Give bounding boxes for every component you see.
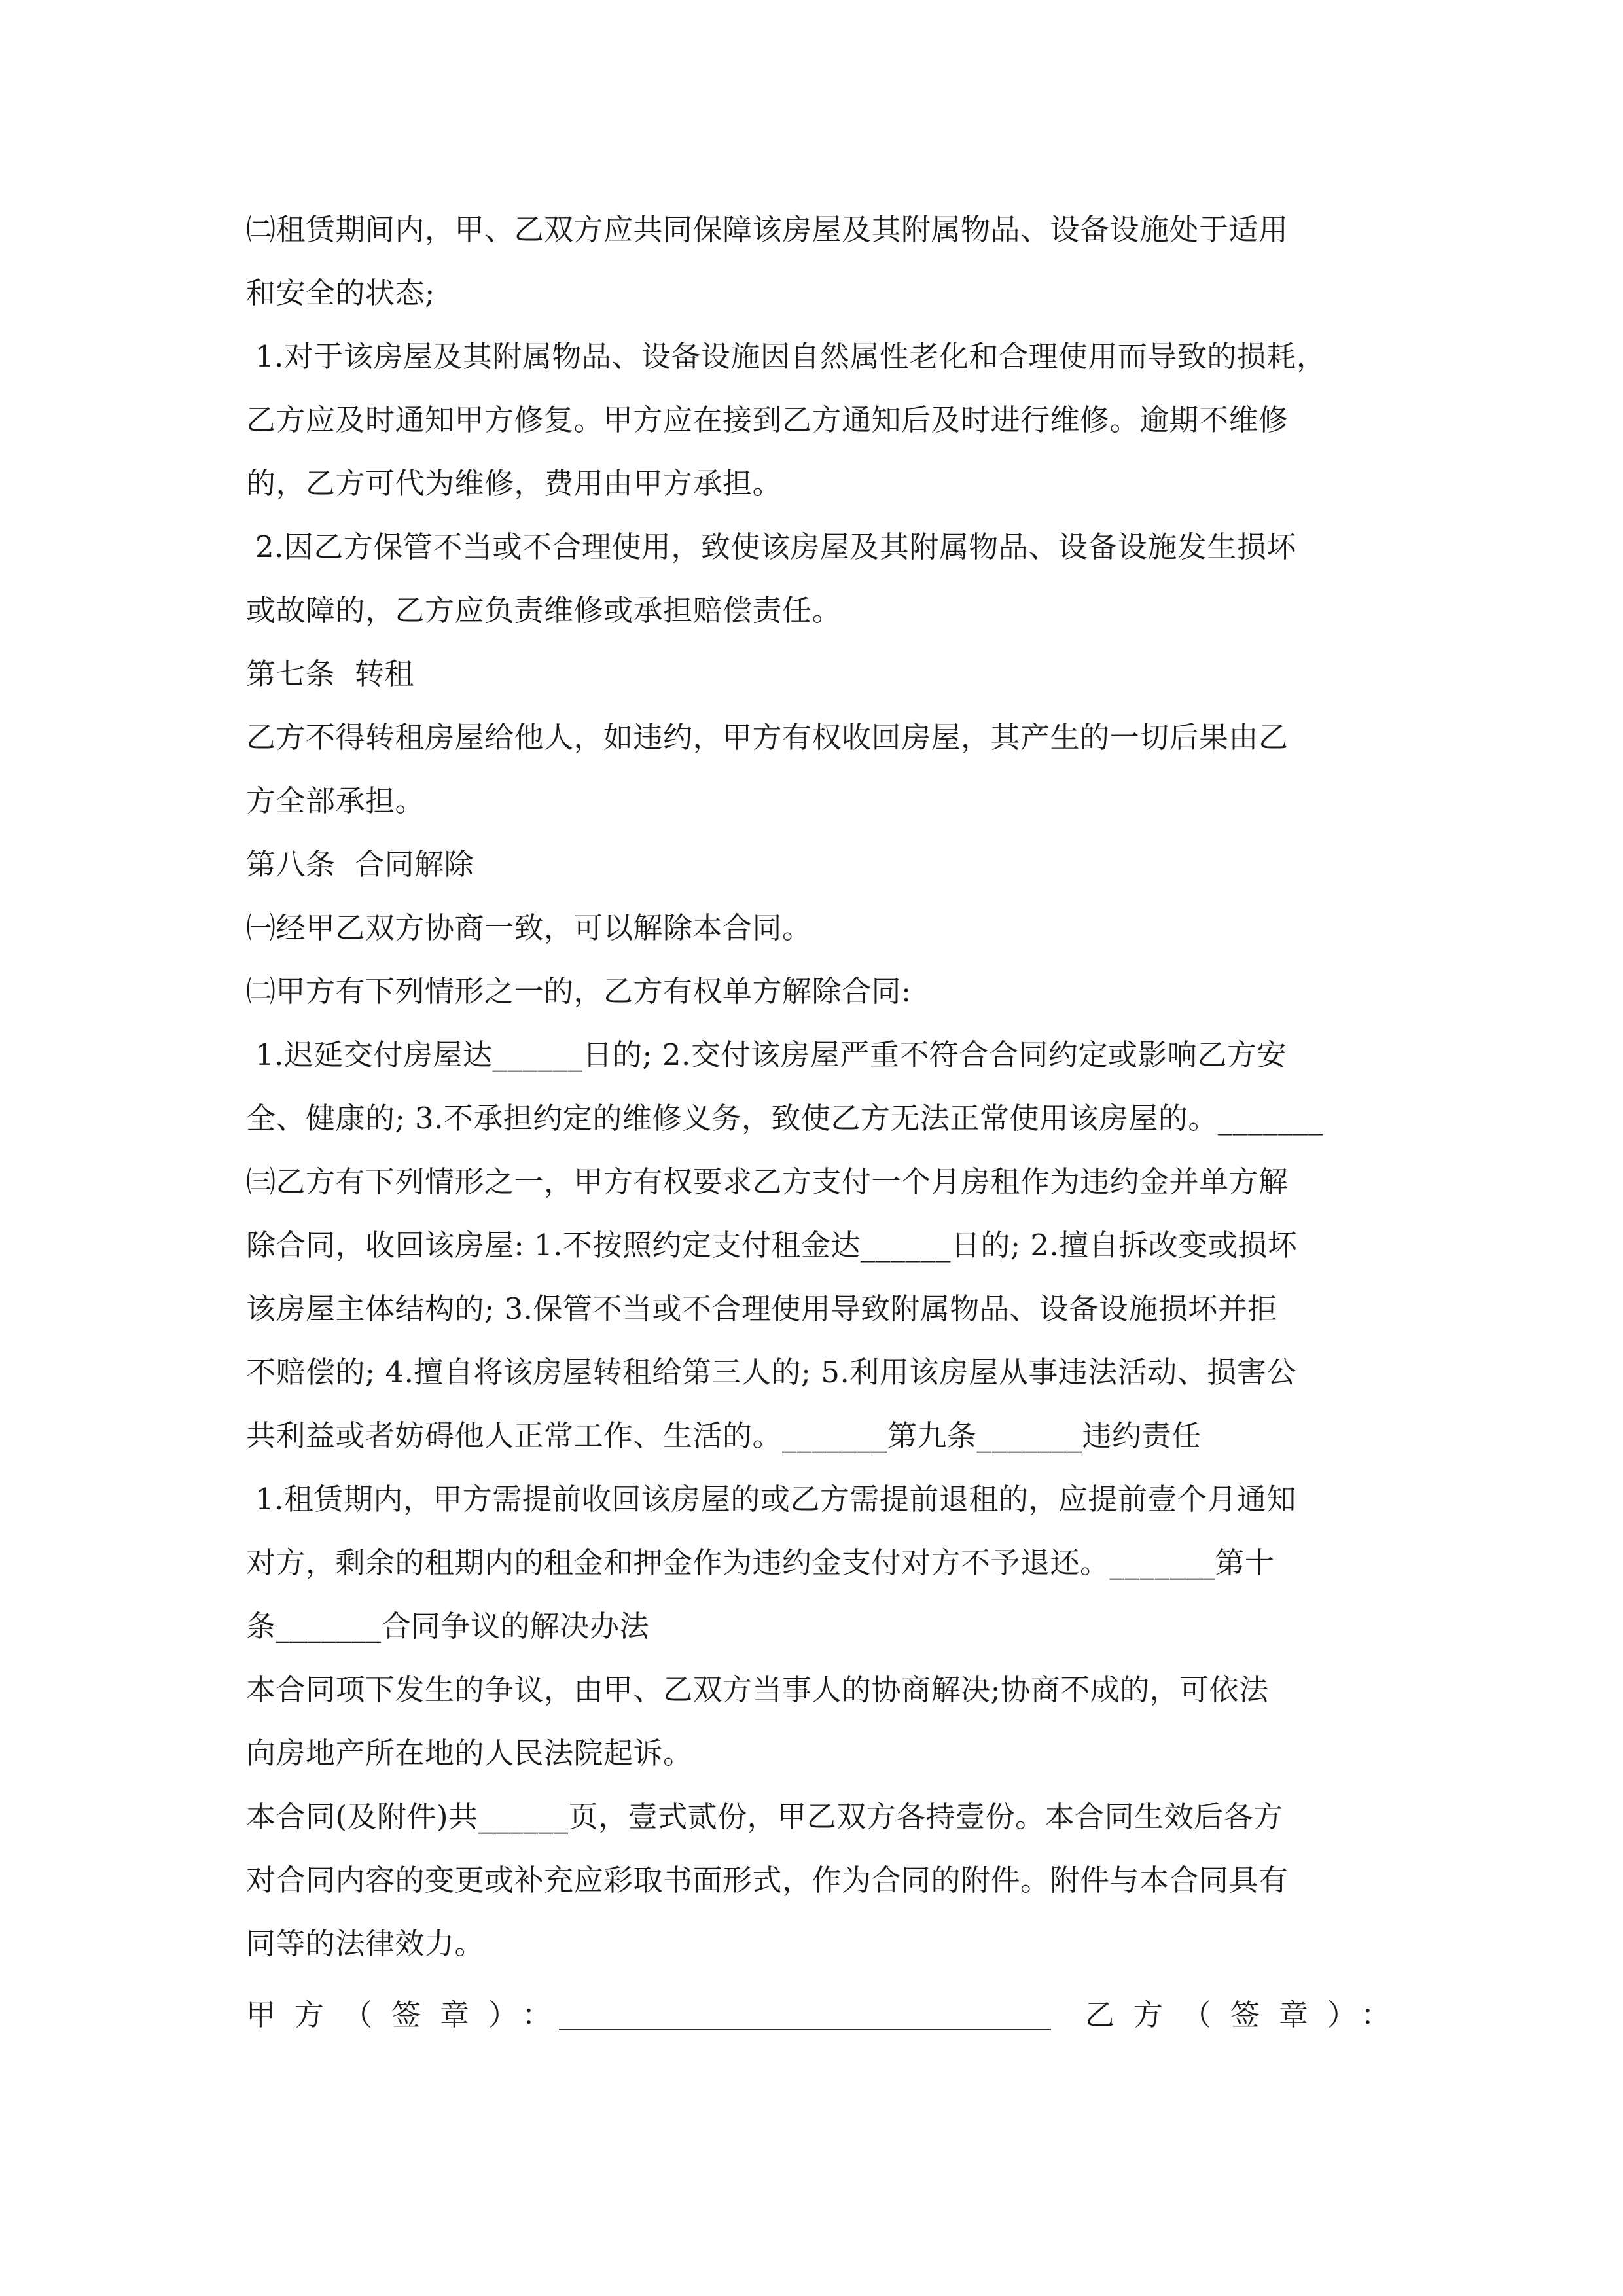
signature-row xyxy=(246,1983,1410,2047)
text-line: 1.迟延交付房屋达______日的; 2.交付该房屋严重不符合合同约定或影响乙方安 xyxy=(255,1037,1287,1072)
text-line: 1.租赁期内，甲方需提前收回该房屋的或乙方需提前退租的，应提前壹个月通知 xyxy=(255,1482,1296,1516)
text-line: 对方，剩余的租期内的租金和押金作为违约金支付对方不予退还。_______第十 xyxy=(246,1545,1275,1580)
text-line: 条_______合同争议的解决办法 xyxy=(246,1609,650,1643)
contract-body xyxy=(246,198,1385,1975)
text-line: 本合同(及附件)共______页，壹式贰份，甲乙双方各持壹份。本合同生效后各方 xyxy=(246,1799,1283,1834)
text-line: 和安全的状态; xyxy=(246,276,435,310)
party-b-signature-label: 乙方（签章）： xyxy=(1085,1998,1410,2032)
text-line: ㈢乙方有下列情形之一，甲方有权要求乙方支付一个月房租作为违约金并单方解 xyxy=(246,1164,1289,1199)
section-heading: 第七条 转租 xyxy=(246,656,415,691)
text-line: ㈠经甲乙双方协商一致，可以解除本合同。 xyxy=(246,910,812,945)
party-a-signature-label: 甲方（签章）： xyxy=(246,1998,571,2032)
text-line: 乙方应及时通知甲方修复。甲方应在接到乙方通知后及时进行维修。逾期不维修 xyxy=(246,403,1289,437)
text-line: 乙方不得转租房屋给他人，如违约，甲方有权收回房屋，其产生的一切后果由乙 xyxy=(246,720,1289,755)
text-line: 同等的法律效力。 xyxy=(246,1926,485,1961)
text-line: 或故障的，乙方应负责维修或承担赔偿责任。 xyxy=(246,593,842,628)
section-heading: 第八条 合同解除 xyxy=(246,847,474,882)
text-line: ㈡甲方有下列情形之一的，乙方有权单方解除合同: xyxy=(246,974,912,1009)
text-line: 该房屋主体结构的; 3.保管不当或不合理使用导致附属物品、设备设施损坏并拒 xyxy=(246,1291,1277,1326)
party-a-signature-line xyxy=(559,2029,1051,2030)
text-line: 向房地产所在地的人民法院起诉。 xyxy=(246,1736,693,1770)
text-line: 1.对于该房屋及其附属物品、设备设施因自然属性老化和合理使用而导致的损耗， xyxy=(255,339,1327,374)
text-line: 除合同，收回该房屋: 1.不按照约定支付租金达______日的; 2.擅自拆改变或损坏 xyxy=(246,1228,1298,1263)
text-line: 对合同内容的变更或补充应彩取书面形式，作为合同的附件。附件与本合同具有 xyxy=(246,1863,1289,1897)
text-line: 共利益或者妨碍他人正常工作、生活的。_______第九条_______违约责任 xyxy=(246,1418,1202,1453)
text-line: 不赔偿的; 4.擅自将该房屋转租给第三人的; 5.利用该房屋从事违法活动、损害公 xyxy=(246,1355,1296,1390)
text-line: 本合同项下发生的争议，由甲、乙双方当事人的协商解决;协商不成的，可依法 xyxy=(246,1672,1269,1707)
text-line: 的，乙方可代为维修，费用由甲方承担。 xyxy=(246,466,783,501)
text-line: 方全部承担。 xyxy=(246,783,425,818)
text-line: ㈡租赁期间内，甲、乙双方应共同保障该房屋及其附属物品、设备设施处于适用 xyxy=(246,212,1289,247)
text-line: 2.因乙方保管不当或不合理使用，致使该房屋及其附属物品、设备设施发生损坏 xyxy=(255,529,1296,564)
text-line: 全、健康的; 3.不承担约定的维修义务，致使乙方无法正常使用该房屋的。_______ xyxy=(246,1101,1323,1136)
